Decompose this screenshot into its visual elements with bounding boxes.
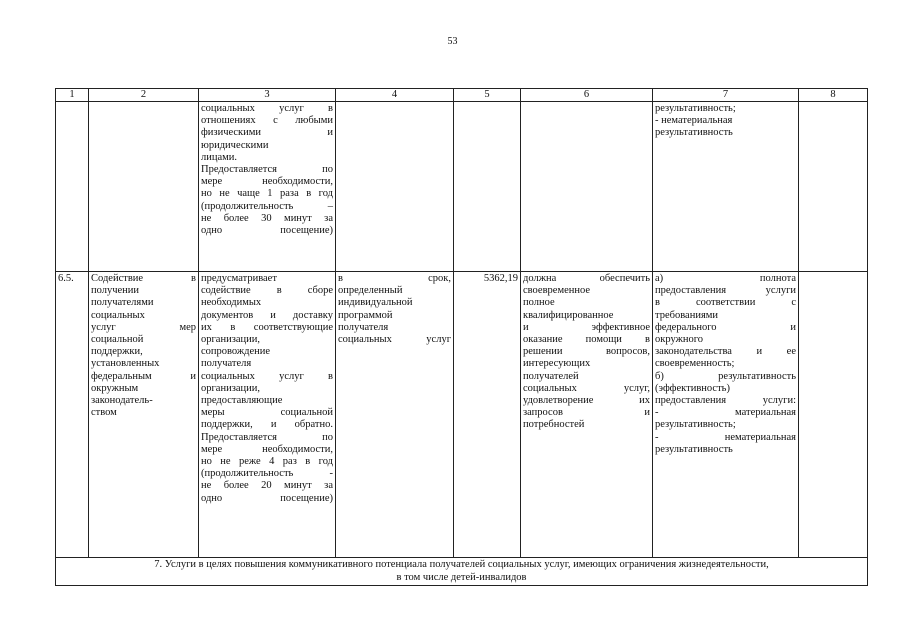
cell-line: социальных услуг, [523, 382, 650, 394]
cell-line: поддержки, [91, 346, 143, 358]
cell-line: требованиями [655, 309, 719, 321]
cell-line: (продолжительность - [201, 468, 333, 480]
cell-extra [799, 102, 868, 272]
cell-line: социальных услуг в [201, 370, 333, 382]
cell-service-name [89, 102, 199, 272]
cell-indicators [653, 272, 799, 558]
cell-line: социальной [91, 334, 144, 346]
cell-line: получателями [91, 297, 154, 309]
cell-line: не более 20 минут за [201, 480, 333, 492]
cell-line: интересующих [523, 358, 591, 370]
cell-description [199, 272, 336, 558]
page-number: 53 [447, 36, 458, 47]
table-row [56, 102, 868, 272]
cell-line: результативность [655, 127, 733, 139]
cell-line: окружного [655, 334, 703, 346]
cell-line: социальных [91, 309, 145, 321]
cell-line: результативность; [655, 103, 736, 114]
cell-line: - нематериальная [655, 431, 796, 443]
cell-line: предоставляющие [201, 395, 283, 407]
cell-indicators [653, 102, 799, 272]
cell-line: содействие в сборе [201, 285, 333, 297]
cell-line: индивидуальной [338, 297, 413, 309]
cell-line: мере необходимости, [201, 443, 333, 455]
cell-line: получателей [523, 370, 579, 382]
cell-line: и эффективное [523, 321, 650, 333]
cell-line: отношениях с любыми [201, 115, 333, 127]
cell-line: удовлетворение их [523, 395, 650, 407]
cell-line: но не чаще 1 раза в год [201, 188, 333, 200]
cell-tariff: 5362,19 [454, 272, 521, 558]
cell-line: федерального и [655, 321, 796, 333]
cell-line: меры социальной [201, 407, 333, 419]
cell-line: - нематериальная [655, 115, 733, 127]
cell-line: законодательства и ее [655, 346, 796, 358]
cell-line: одно посещение) [201, 225, 333, 237]
cell-line: организации, [201, 382, 260, 394]
cell-term [336, 272, 454, 558]
cell-line: - материальная [655, 407, 796, 419]
cell-line: установленных [91, 358, 160, 370]
header-cell: 5 [454, 89, 521, 102]
header-cell: 8 [799, 89, 868, 102]
cell-line: социальных услуг в [201, 103, 333, 114]
header-cell: 6 [521, 89, 653, 102]
cell-line: в том числе детей-инвалидов [396, 571, 527, 583]
header-row [56, 89, 868, 102]
section-row [56, 558, 868, 586]
cell-line: оказание помощи в [523, 334, 650, 346]
header-cell: 3 [199, 89, 336, 102]
cell-line: социальных услуг [338, 334, 451, 346]
cell-extra [799, 272, 868, 558]
cell-line: б) результативность [655, 370, 796, 382]
cell-line: физическими и [201, 127, 333, 139]
cell-line: квалифицированное [523, 309, 614, 321]
cell-line: предусматривает [201, 273, 277, 284]
cell-line: а) полнота [655, 273, 796, 284]
cell-line: лицами. [201, 151, 238, 163]
cell-line: своевременность; [655, 358, 735, 370]
cell-line: (продолжительность – [201, 200, 333, 212]
cell-line: окружным [91, 382, 139, 394]
cell-line: запросов и [523, 407, 650, 419]
cell-line: поддержки, и обратно. [201, 419, 333, 431]
cell-number [56, 102, 89, 272]
section-heading [56, 558, 868, 586]
cell-line: должна обеспечить [523, 273, 650, 284]
cell-line: своевременное [523, 285, 591, 297]
cell-line: получателя [201, 358, 252, 370]
cell-line: но не реже 4 раз в год [201, 456, 333, 468]
cell-line: (эффективность) [655, 382, 730, 394]
cell-conditions [521, 272, 653, 558]
cell-line: федеральным и [91, 370, 196, 382]
cell-line: предоставления услуги [655, 285, 796, 297]
cell-line: программой [338, 309, 393, 321]
cell-line: ством [91, 407, 117, 419]
cell-line: документов и доставку [201, 309, 333, 321]
cell-line: решении вопросов, [523, 346, 650, 358]
cell-line: результативность [655, 443, 733, 455]
cell-line: определенный [338, 285, 403, 297]
cell-line: одно посещение) [201, 492, 333, 504]
cell-line: их в соответствующие [201, 321, 333, 333]
cell-line: потребностей [523, 419, 585, 431]
cell-line: услуг мер [91, 321, 196, 333]
cell-number: 6.5. [56, 272, 89, 558]
header-cell: 2 [89, 89, 199, 102]
header-cell: 7 [653, 89, 799, 102]
cell-line: в срок, [338, 273, 451, 284]
cell-service-name [89, 272, 199, 558]
header-cell: 4 [336, 89, 454, 102]
table-row [56, 272, 868, 558]
cell-line: необходимых [201, 297, 262, 309]
cell-line: Предоставляется по [201, 431, 333, 443]
cell-line: полное [523, 297, 555, 309]
cell-line: результативность; [655, 419, 736, 431]
cell-tariff [454, 102, 521, 272]
cell-line: законодатель- [91, 395, 153, 407]
cell-line: Содействие в [91, 273, 196, 284]
cell-line: получателя [338, 321, 389, 333]
services-table [55, 88, 868, 586]
cell-line: в соответствии с [655, 297, 796, 309]
cell-term [336, 102, 454, 272]
cell-line: юридическими [201, 139, 269, 151]
cell-description [199, 102, 336, 272]
cell-line: предоставления услуги: [655, 395, 796, 407]
cell-conditions [521, 102, 653, 272]
cell-line: 7. Услуги в целях повышения коммуникативного потенциала получателей социальных услуг, имеющих ограничения жизнедеятельности, [154, 559, 769, 570]
cell-line: не более 30 минут за [201, 212, 333, 224]
cell-line: сопровождение [201, 346, 271, 358]
cell-line: мере необходимости, [201, 176, 333, 188]
cell-line: организации, [201, 334, 260, 346]
header-cell: 1 [56, 89, 89, 102]
cell-line: получении [91, 285, 140, 297]
cell-line: Предоставляется по [201, 164, 333, 176]
